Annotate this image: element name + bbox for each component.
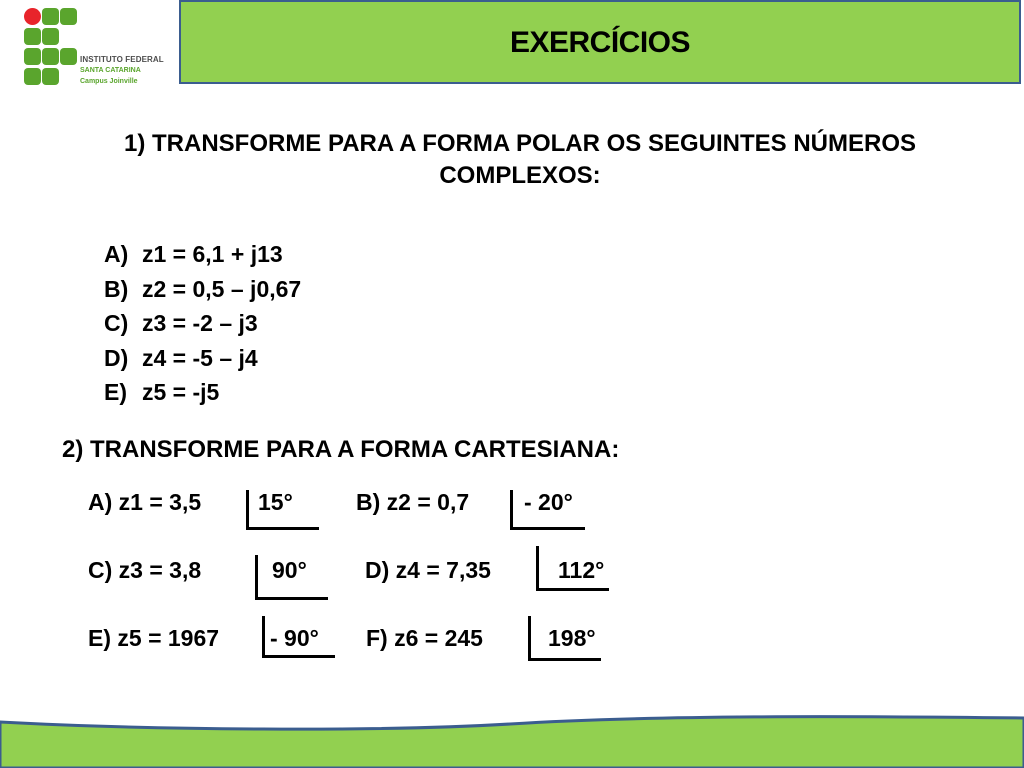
header-bar <box>179 0 1021 84</box>
item-expression: z3 = -2 – j3 <box>142 310 258 336</box>
polar-expression: B) z2 = 0,7 <box>356 489 470 515</box>
logo-text <box>80 54 164 87</box>
polar-expression: A) z1 = 3,5 <box>88 489 202 515</box>
logo-red-dot <box>24 8 41 25</box>
logo-campus: Campus Joinville <box>80 78 138 85</box>
logo-institute-name: INSTITUTO FEDERAL <box>80 55 164 64</box>
logo-green-square <box>42 48 59 65</box>
item-expression: z2 = 0,5 – j0,67 <box>142 275 302 302</box>
logo-green-square <box>24 68 41 85</box>
polar-angle: 198° <box>548 625 596 651</box>
exercise-1-item <box>104 306 301 341</box>
item-expression: z4 = -5 – j4 <box>142 344 258 371</box>
exercise-1-item <box>104 237 301 272</box>
footer-bar <box>0 712 1024 768</box>
item-expression: z5 = -j5 <box>142 379 220 405</box>
polar-angle: 90° <box>272 557 307 583</box>
polar-expression: C) z3 = 3,8 <box>88 557 202 583</box>
item-letter: D) <box>104 344 129 371</box>
polar-angle: - 90° <box>270 625 319 651</box>
polar-angle: 112° <box>558 557 605 583</box>
logo-green-square <box>24 28 41 45</box>
logo-green-square <box>60 8 77 25</box>
item-letter: B) <box>104 275 129 302</box>
logo-green-square <box>24 48 41 65</box>
item-letter: C) <box>104 310 129 336</box>
exercise-1-item <box>104 341 301 376</box>
exercise-1-title: 1) TRANSFORME PARA A FORMA POLAR OS SEGUINTES NÚMEROS COMPLEXOS: <box>123 130 917 189</box>
logo-green-square <box>42 68 59 85</box>
logo-green-square <box>60 48 77 65</box>
footer-wave <box>0 717 1024 768</box>
exercise-1-item <box>104 375 301 410</box>
item-letter: E) <box>104 379 127 405</box>
polar-expression: E) z5 = 1967 <box>88 625 220 651</box>
polar-angle: 15° <box>258 489 293 515</box>
logo-state: SANTA CATARINA <box>80 67 141 74</box>
polar-expression: D) z4 = 7,35 <box>365 557 491 583</box>
exercise-1-list <box>104 237 301 410</box>
exercise-2-title: 2) TRANSFORME PARA A FORMA CARTESIANA: <box>62 436 620 463</box>
item-letter: A) <box>104 241 129 267</box>
logo-green-square <box>42 8 59 25</box>
polar-angle: - 20° <box>524 489 573 515</box>
item-expression: z1 = 6,1 + j13 <box>142 241 283 267</box>
institute-logo <box>22 6 172 84</box>
page-title: EXERCÍCIOS <box>509 26 691 59</box>
exercise-1-item <box>104 272 301 307</box>
polar-expression: F) z6 = 245 <box>366 625 483 651</box>
logo-green-square <box>42 28 59 45</box>
